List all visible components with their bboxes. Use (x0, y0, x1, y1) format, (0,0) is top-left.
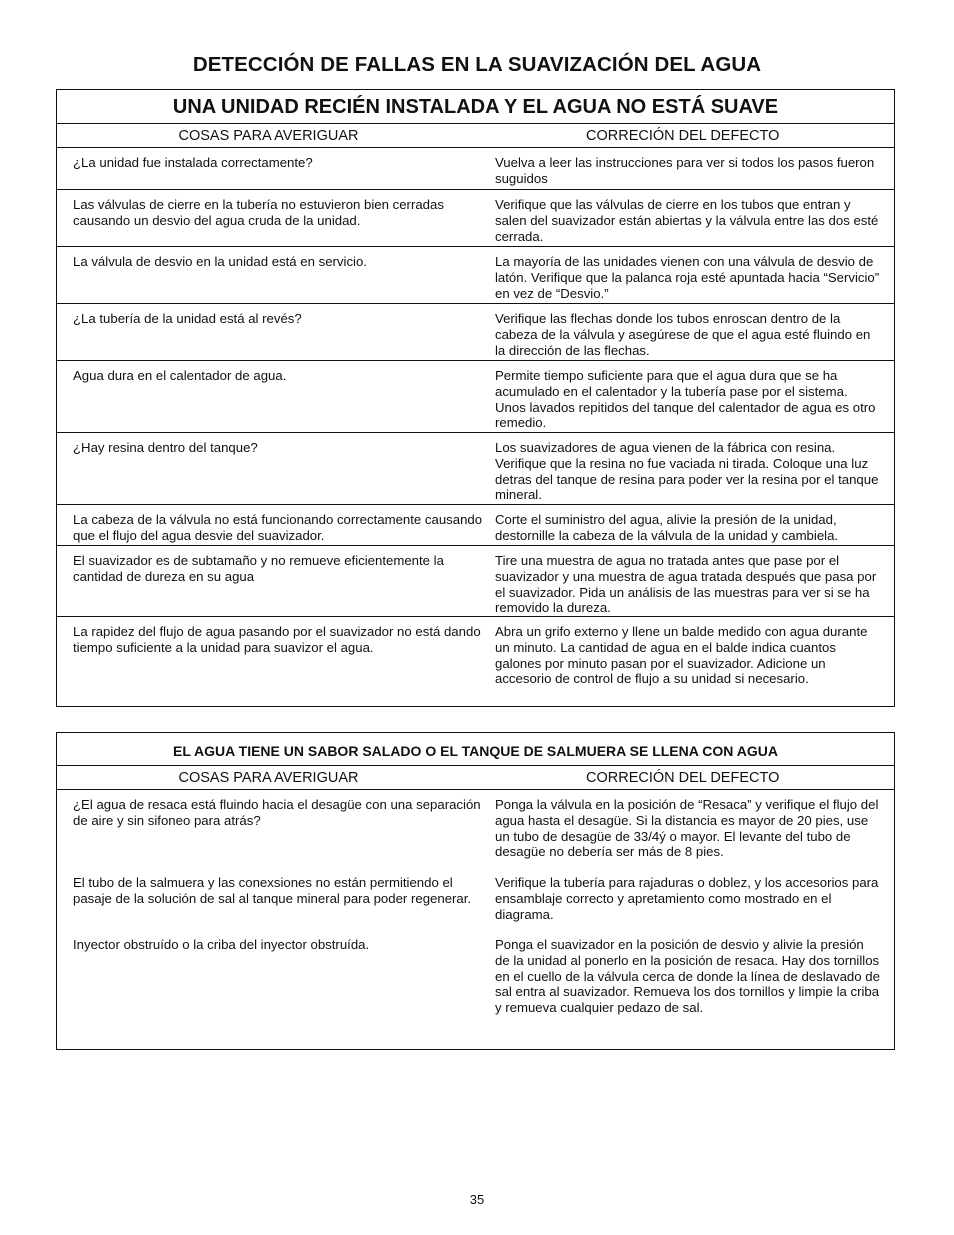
column-header-row (57, 124, 894, 148)
check-cell: La válvula de desvio en la unidad está en servicio. (73, 254, 367, 269)
table-row (57, 868, 894, 930)
table-row (57, 505, 894, 546)
troubleshooting-table-salty-water (56, 732, 895, 1050)
column-header-check: COSAS PARA AVERIGUAR (178, 128, 359, 144)
column-header-fix: CORRECIÓN DEL DEFECTO (586, 128, 780, 144)
fix-cell: Verifique la tubería para rajaduras o doblez, y los accesorios para ensamblaje correcto y apretamiento como mostrado en el diagrama. (495, 875, 879, 922)
check-cell: La cabeza de la válvula no está funcionando correctamente causando que el flujo del agua desvie del suavizador. (73, 512, 483, 543)
table-row (57, 930, 894, 1040)
check-cell: Inyector obstruído o la criba del inyector obstruída. (73, 937, 370, 952)
table-row (57, 790, 894, 868)
fix-cell: Verifique las flechas donde los tubos enroscan dentro de la cabeza de la válvula y asegúrese de que el agua esté fluindo en la dirección de las flechas. (495, 311, 871, 358)
table-row (57, 247, 894, 304)
check-cell: ¿Hay resina dentro del tanque? (73, 440, 258, 455)
table-row (57, 546, 894, 617)
fix-cell: Los suavizadores de agua vienen de la fábrica con resina. Verifique que la resina no fue vaciada ni tirada. Coloque una luz detras del tanque de resina para poder ver la resina por el tanque mineral. (495, 440, 879, 503)
fix-cell: Permite tiempo suficiente para que el agua dura que se ha acumulado en el calentador y la tubería pase por el sistema. Unos lavados repitidos del tanque del calentador de agua es otro remedio. (495, 368, 876, 431)
page-number: 35 (469, 1192, 485, 1207)
column-header-check: COSAS PARA AVERIGUAR (178, 770, 359, 786)
fix-cell: Tire una muestra de agua no tratada antes que pase por el suavizador y una muestra de agua tratada después que pasa por el suavizador. Pida un análisis de las muestras para ver si se ha removido la dureza. (495, 553, 877, 616)
fix-cell: Vuelva a leer las instrucciones para ver si todos los pasos fueron suguidos (495, 155, 875, 186)
table-title: EL AGUA TIENE UN SABOR SALADO O EL TANQUE DE SALMUERA SE LLENA CON AGUA (57, 733, 894, 766)
table-row (57, 617, 894, 707)
table-row (57, 304, 894, 361)
table-row (57, 361, 894, 433)
column-header-row (57, 766, 894, 790)
check-cell: La rapidez del flujo de agua pasando por el suavizador no está dando tiempo suficiente a la unidad para suavizor el agua. (73, 624, 481, 655)
page-title: DETECCIÓN DE FALLAS EN LA SUAVIZACIÓN DEL AGUA (192, 53, 762, 76)
fix-cell: Corte el suministro del agua, alivie la presión de la unidad, destornille la cabeza de la válvula de la unidad y cambiela. (495, 512, 839, 543)
table-title: UNA UNIDAD RECIÉN INSTALADA Y EL AGUA NO ESTÁ SUAVE (57, 90, 894, 124)
fix-cell: La mayoría de las unidades vienen con una válvula de desvio de latón. Verifique que la palanca roja esté apuntada hacia “Servicio” en vez de “Desvio.” (495, 254, 880, 301)
check-cell: El tubo de la salmuera y las conexsiones no están permitiendo el pasaje de la solución de sal al tanque mineral para poder regenerar. (73, 875, 472, 906)
check-cell: ¿El agua de resaca está fluindo hacia el desagüe con una separación de aire y sin sifoneo para atrás? (73, 797, 481, 828)
column-header-fix: CORRECIÓN DEL DEFECTO (586, 770, 780, 786)
check-cell: Agua dura en el calentador de agua. (73, 368, 287, 383)
fix-cell: Abra un grifo externo y llene un balde medido con agua durante un minuto. La cantidad de agua en el balde indica cuantos galones por minuto pasan por el suavizador. Adicione un accesorio de control de flujo a su unidad si necesario. (495, 624, 868, 687)
troubleshooting-table-new-unit (56, 89, 895, 707)
table-row (57, 148, 894, 190)
fix-cell: Ponga la válvula en la posición de “Resaca” y verifique el flujo del agua hasta el desagüe. Si la distancia es mayor de 20 pies, use un tubo de desagüe de 33/4ý o mayor. El levante del tubo de desagüe no debería ser más de 8 pies. (495, 797, 879, 860)
check-cell: Las válvulas de cierre en la tubería no estuvieron bien cerradas causando un desvio del agua cruda de la unidad. (73, 197, 444, 228)
table-row (57, 433, 894, 505)
fix-cell: Verifique que las válvulas de cierre en los tubos que entran y salen del suavizador están abiertas y la válvula entre las dos esté cerrada. (495, 197, 879, 244)
check-cell: ¿La tubería de la unidad está al revés? (73, 311, 302, 326)
table-row (57, 190, 894, 247)
check-cell: ¿La unidad fue instalada correctamente? (73, 155, 313, 170)
fix-cell: Ponga el suavizador en la posición de desvio y alivie la presión de la unidad al ponerlo en la posición de resaca. Hay dos tornillos en el cuello de la válvula cerca de donde la línea de deslavado de sal entra al suavizador. Remueva los dos tornillos y limpie la criba y remueva cualquier pedazo de sal. (495, 937, 880, 1016)
check-cell: El suavizador es de subtamaño y no remueve eficientemente la cantidad de dureza en su agua (73, 553, 444, 584)
